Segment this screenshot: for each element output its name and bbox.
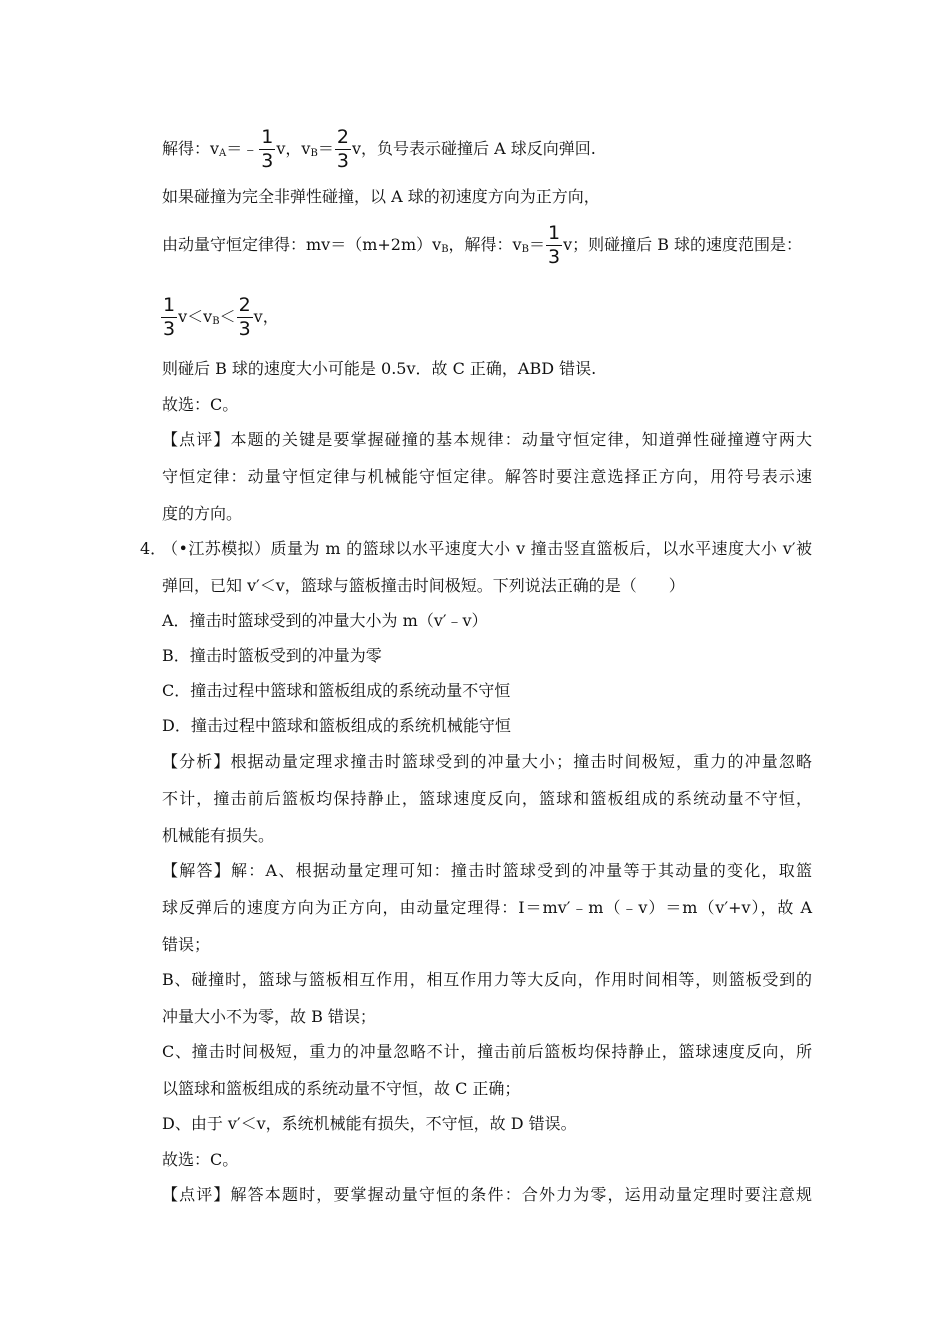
text: v，负号表示碰撞后 A 球反向弹回. bbox=[351, 139, 596, 158]
fraction bbox=[237, 296, 253, 339]
solution-line-2: 如果碰撞为完全非弹性碰撞，以 A 球的初速度方向为正方向， bbox=[162, 187, 600, 206]
fraction bbox=[335, 128, 351, 171]
numerator: 1 bbox=[163, 294, 176, 316]
numerator: 2 bbox=[336, 126, 349, 148]
subscript: B bbox=[521, 244, 529, 255]
fraction bbox=[546, 224, 562, 267]
question-text-1: （•江苏模拟）质量为 m 的篮球以水平速度大小 v 撞击竖直篮板后，以水平速度大小 v′被 bbox=[162, 539, 812, 558]
fraction bbox=[161, 296, 177, 339]
text: ，解得：v bbox=[448, 235, 522, 254]
numerator: 1 bbox=[261, 126, 274, 148]
text: ＝ bbox=[528, 235, 545, 254]
answer-line-5: 冲量大小不为零，故 B 错误； bbox=[162, 1007, 376, 1026]
analysis-line-2: 不计，撞击前后篮板均保持静止，篮球速度反向，篮球和篮板组成的系统动量不守恒， bbox=[162, 789, 812, 808]
solution-line-5: 则碰后 B 球的速度大小可能是 0.5v．故 C 正确，ABD 错误. bbox=[162, 359, 597, 378]
text: v＜v bbox=[178, 307, 213, 326]
question-text-2: 弹回，已知 v′＜v，篮球与篮板撞击时间极短。下列说法正确的是（ ） bbox=[162, 576, 685, 595]
option-c: C．撞击过程中篮球和篮板组成的系统动量不守恒 bbox=[162, 681, 511, 700]
answer-line-8: D、由于 v′＜v，系统机械能有损失，不守恒，故 D 错误。 bbox=[162, 1114, 577, 1133]
text: 解得：v bbox=[162, 139, 220, 158]
text: 由动量守恒定律得：mv＝（m+2m）v bbox=[162, 235, 442, 254]
comment-line-1: 【点评】本题的关键是要掌握碰撞的基本规律：动量守恒定律，知道弹性碰撞遵守两大 bbox=[162, 430, 812, 449]
option-d: D．撞击过程中篮球和篮板组成的系统机械能守恒 bbox=[162, 716, 511, 735]
denominator: 3 bbox=[547, 246, 561, 268]
analysis-line-1: 【分析】根据动量定理求撞击时篮球受到的冲量大小；撞击时间极短，重力的冲量忽略 bbox=[162, 752, 812, 771]
option-a: A．撞击时篮球受到的冲量大小为 m（v′﹣v） bbox=[162, 611, 488, 630]
denominator: 3 bbox=[336, 150, 349, 172]
text: ＝﹣ bbox=[226, 139, 259, 158]
subscript: B bbox=[310, 148, 318, 159]
denominator: 3 bbox=[261, 150, 274, 172]
denominator: 3 bbox=[163, 318, 176, 340]
text: v， bbox=[253, 307, 279, 326]
answer-line-3: 错误； bbox=[162, 935, 211, 954]
subscript: B bbox=[441, 244, 449, 255]
answer-line-1: 【解答】解：A、根据动量定理可知：撞击时篮球受到的冲量等于其动量的变化，取篮 bbox=[162, 861, 812, 880]
answer-line-6: C、撞击时间极短，重力的冲量忽略不计，撞击前后篮板均保持静止，篮球速度反向，所 bbox=[162, 1042, 812, 1061]
comment-line-3: 度的方向。 bbox=[162, 504, 243, 523]
option-b: B．撞击时篮板受到的冲量为零 bbox=[162, 646, 382, 665]
text: v；则碰撞后 B 球的速度范围是： bbox=[563, 235, 803, 254]
numerator: 2 bbox=[238, 294, 251, 316]
solution-line-3 bbox=[162, 224, 812, 269]
answer-line-2: 球反弹后的速度方向为正方向，由动量定理得：I＝mv′﹣m（﹣v）＝m（v′+v），故 A bbox=[162, 898, 812, 917]
subscript: B bbox=[212, 316, 220, 327]
choice-line: 故选：C。 bbox=[162, 395, 239, 414]
subscript: A bbox=[219, 148, 227, 159]
text: ＝ bbox=[317, 139, 334, 158]
numerator: 1 bbox=[547, 222, 561, 244]
review-line-1: 【点评】解答本题时，要掌握动量守恒的条件：合外力为零，运用动量定理时要注意规 bbox=[162, 1185, 812, 1204]
text: ＜ bbox=[219, 307, 236, 326]
answer-choice: 故选：C。 bbox=[162, 1150, 239, 1169]
comment-line-2: 守恒定律：动量守恒定律与机械能守恒定律。解答时要注意选择正方向，用符号表示速 bbox=[162, 467, 812, 486]
text: v，v bbox=[276, 139, 311, 158]
velocity-range bbox=[160, 296, 810, 342]
solution-line-1 bbox=[162, 128, 812, 173]
analysis-line-3: 机械能有损失。 bbox=[162, 826, 275, 845]
denominator: 3 bbox=[238, 318, 251, 340]
answer-line-7: 以篮球和篮板组成的系统动量不守恒，故 C 正确； bbox=[162, 1079, 521, 1098]
fraction bbox=[259, 128, 275, 171]
answer-line-4: B、碰撞时，篮球与篮板相互作用，相互作用力等大反向，作用时间相等，则篮板受到的 bbox=[162, 970, 812, 989]
question-number: 4． bbox=[140, 539, 167, 558]
